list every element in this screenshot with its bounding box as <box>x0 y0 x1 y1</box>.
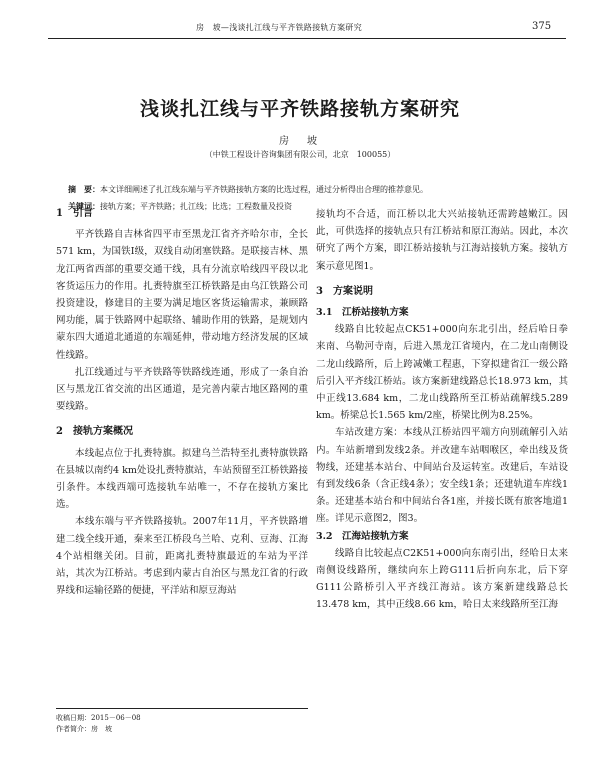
section-3-1-heading: 3.1 江桥站接轨方案 <box>316 307 409 319</box>
section-3-1-paragraph-1: 线路自比较起点CK51+000向东北引出，经后哈日拳来南、乌勒河寺南，后进入黑龙江省境内，在二龙山南侧设二龙山线路所，后上跨减嫩工程惠，下穿拟建省江一级公路后引入平齐线江桥站。该方案新建线路总长18.973 km，其中正线13.684 km，二龙山线路所至江桥站疏解线5.289 km。桥梁总长1.565 km/2座，桥梁比例为8.25%。 <box>316 324 568 422</box>
keywords-label: 关键词： <box>68 201 100 211</box>
paper-title: 浅谈扎江线与平齐铁路接轨方案研究 <box>139 98 460 120</box>
received-date: 收稿日期：2015－06－08 <box>56 714 141 722</box>
header-rule <box>48 38 566 39</box>
section-1-heading: 1 引言 <box>56 208 93 219</box>
section-1-paragraph-2: 扎江线通过与平齐铁路等铁路线连通，形成了一条自治区与黑龙江省交流的出区通道，是完善内蒙古地区路网的重要线路。 <box>56 366 308 413</box>
section-3-2-paragraph-1: 线路自比较起点C2K51+000向东南引出，经哈日太来南侧设线路所，继续向东上跨G111后折向东北，后下穿G111公路桥引入平齐线江海站。该方案新建线路总长13.478 km，其中正线8.66 km，哈日太来线路所至江海 <box>316 547 568 611</box>
section-1-paragraph-1: 平齐铁路自吉林省四平市至黑龙江省齐齐哈尔市，全长571 km，为国铁Ⅰ级，双线自动闭塞铁路。是联接吉林、黑龙江两省西部的重要交通干线，具有分流京哈线四平段以北客货运压力的作用。扎赉特旗至江桥铁路是由乌江铁路公司投资建设，修建目的主要为满足地区客货运输需求，兼顾路网功能，属于铁路网中起联络、辅助作用的铁路，是规划内蒙东四大通道北通道的东端延伸，带动地方经济发展的区域性线路。 <box>56 229 308 361</box>
author: 房 坡 <box>279 136 321 147</box>
abstract-text: 本文详细阐述了扎江线东端与平齐铁路接轨方案的比选过程，通过分析得出合理的推荐意见。 <box>100 185 428 194</box>
received-footnote <box>56 708 308 735</box>
author-bio: 作者简介：房 坡 <box>56 725 112 733</box>
section-2-paragraph-2: 本线东端与平齐铁路接轨。2007年11月，平齐铁路增建二线全线开通，秦来至江桥段乌兰哈、克利、豆海、江海4个站相继关闭。目前，距离扎赉特旗最近的车站为平洋站，其次为江桥站。考虑到内蒙古自治区与黑龙江省的行政界线和运输径路的便捷，平洋站和原豆海站 <box>56 516 308 597</box>
section-3-2-heading: 3.2 江海站接轨方案 <box>316 530 409 542</box>
section-3-heading: 3 方案说明 <box>316 285 373 297</box>
affiliation: （中铁工程设计咨询集团有限公司，北京 100055） <box>204 150 396 159</box>
page-number: 375 <box>532 21 552 32</box>
keywords-text: 接轨方案；平齐铁路；扎江线；比选；工程数量及投资 <box>100 202 292 211</box>
section-2-heading: 2 接轨方案概况 <box>56 426 133 438</box>
running-head <box>0 22 600 36</box>
section-2-continued: 接轨均不合适，而江桥以北大兴站接轨还需跨越嫩江。因此，可供选择的接轨点只有江桥站和原江海站。因此，本次研究了两个方案，即江桥站接轨与江海站接轨方案。接轨方案示意见图1。 <box>316 209 568 272</box>
section-2-paragraph-1: 本线起点位于扎赉特旗。拟建乌兰浩特至扎赉特旗铁路在县城以南约4 km处设扎赉特旗站，车站预留至江桥铁路接引条件。本线西端可选接轨车站唯一，不存在接轨方案比选。 <box>56 447 308 511</box>
left-column <box>56 205 308 599</box>
running-head-title: 房 坡—浅谈扎江线与平齐铁路接轨方案研究 <box>196 23 362 32</box>
abstract <box>68 181 548 198</box>
section-3-1-paragraph-2: 车站改建方案：本线从江桥站四平端方向别疏解引入站内。车站新增到发线2条。并改建车站咽喉区，牵出线及货物线，还建基本站台、中间站台及运转室。改建后，车站设有到发线6条（含正线4条）；安全线1条；还建轨道车库线1条。还建基本站台和中间站台各1座，并接长既有旅客地道1座。详见示意图2，图3。 <box>316 427 568 525</box>
abstract-label: 摘 要： <box>68 184 100 194</box>
right-column <box>316 206 568 614</box>
